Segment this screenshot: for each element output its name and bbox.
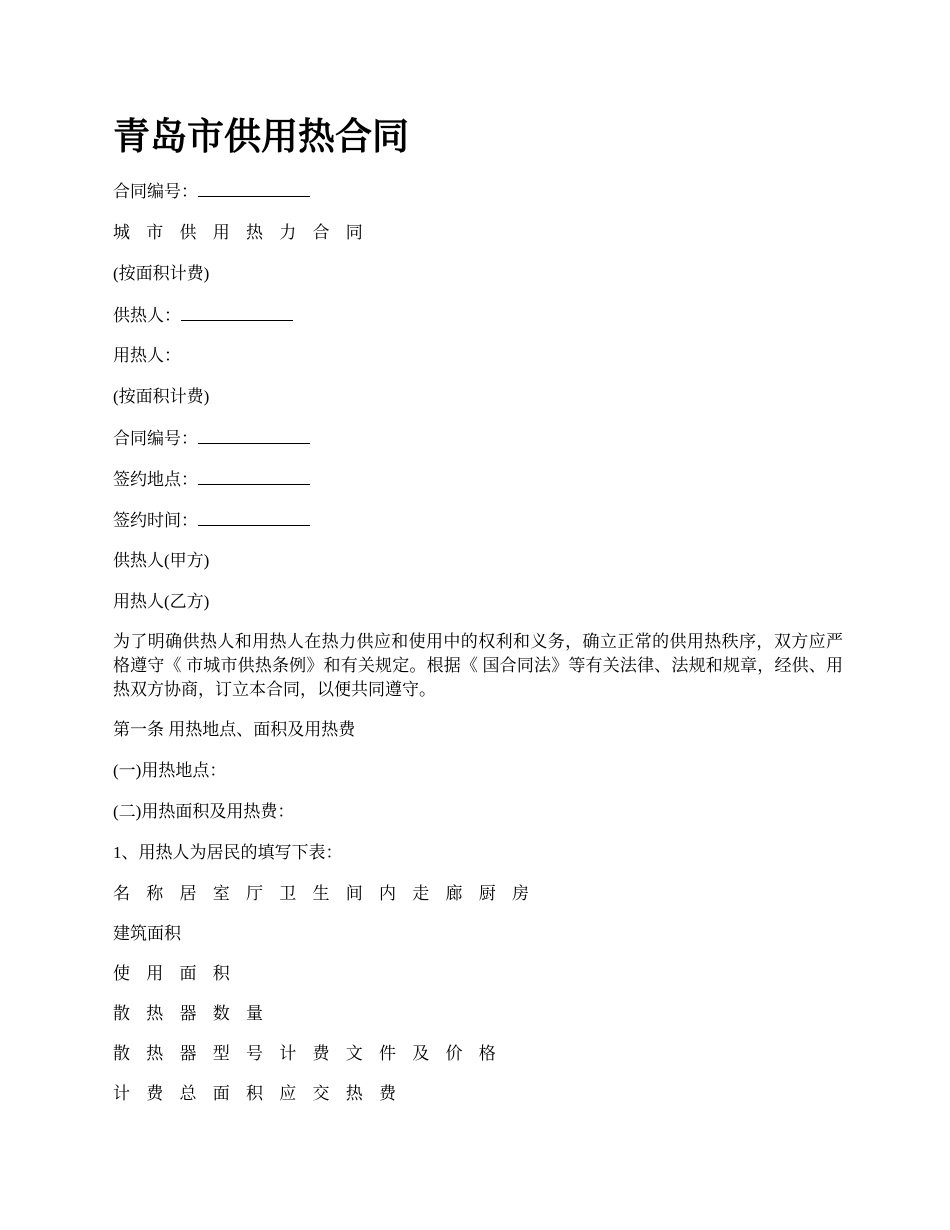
article1-item1: (一)用热地点： [113, 761, 227, 780]
billing-note-line: (按面积计费) [113, 264, 210, 283]
billing-note-line-2: (按面积计费) [113, 387, 210, 406]
heat-supplier-label: 供热人： [113, 306, 181, 325]
table-row: 名 称 居 室 厅 卫 生 间 内 走 廊 厨 房 [113, 884, 535, 903]
signing-time-label: 签约时间： [113, 511, 198, 530]
contract-number-line-2 [113, 427, 310, 450]
contract-number-label: 合同编号： [113, 182, 198, 201]
signing-place-line [113, 468, 310, 491]
article1-heading: 第一条 用热地点、面积及用热费 [113, 720, 356, 739]
table-row: 使 用 面 积 [113, 964, 236, 983]
subtitle-line: 城 市 供 用 热 力 合 同 [113, 223, 369, 242]
contract-number-line [113, 180, 310, 203]
table-row: 建筑面积 [113, 924, 181, 943]
contract-number-blank-2 [198, 427, 310, 444]
contract-number-blank [198, 180, 310, 197]
signing-place-blank [198, 468, 310, 485]
contract-number-label-2: 合同编号： [113, 429, 198, 448]
party-b-line: 用热人(乙方) [113, 592, 210, 611]
signing-time-line [113, 509, 310, 532]
heat-user-line: 用热人： [113, 346, 181, 365]
table-row: 散 热 器 数 量 [113, 1004, 269, 1023]
intro-paragraph: 为了明确供热人和用热人在热力供应和使用中的权利和义务，确立正常的供用热秩序，双方应严格遵守《 市城市供热条例》和有关规定。根据《 国合同法》等有关法律、法规和规章，经供、用热双方协商，订立本合同，以便共同遵守。 [113, 632, 843, 699]
party-a-line: 供热人(甲方) [113, 551, 210, 570]
article1-item2: (二)用热面积及用热费： [113, 802, 295, 821]
table-row: 计 费 总 面 积 应 交 热 费 [113, 1084, 402, 1103]
signing-place-label: 签约地点： [113, 470, 198, 489]
heat-supplier-line [113, 304, 293, 327]
document-title: 青岛市供用热合同 [113, 114, 409, 158]
article1-sub1: 1、用热人为居民的填写下表： [113, 843, 343, 862]
table-row: 散 热 器 型 号 计 费 文 件 及 价 格 [113, 1044, 502, 1063]
signing-time-blank [198, 509, 310, 526]
heat-supplier-blank [181, 304, 293, 321]
